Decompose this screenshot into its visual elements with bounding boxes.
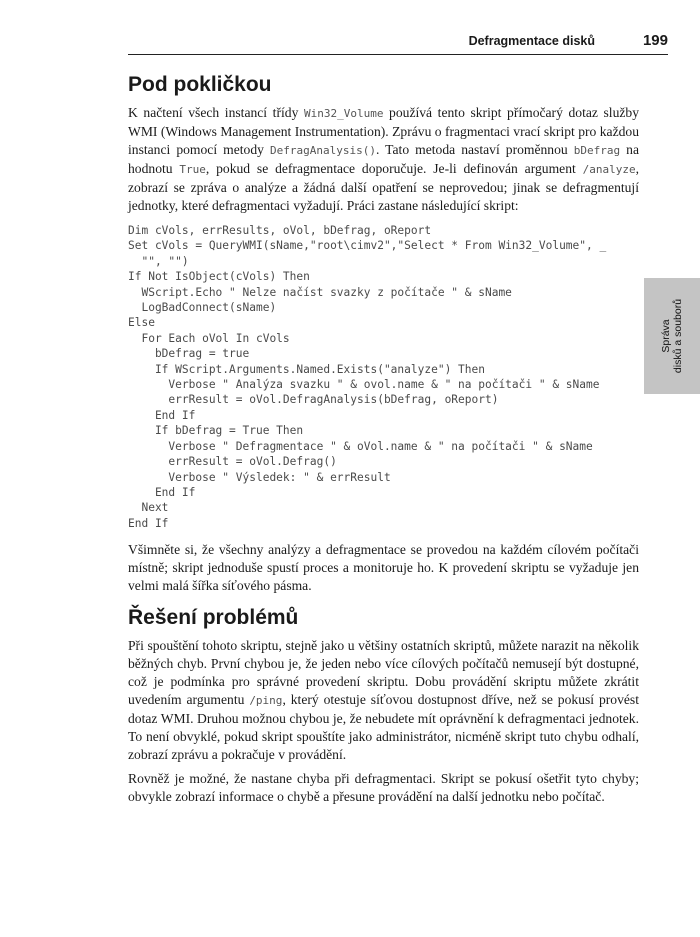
section-heading-pod-poklickou: Pod pokličkou (128, 73, 272, 96)
text-run: , který otestuje síťovou dostupnost dříve, než se pokusí provést dotaz WMI. Druhou možnou chybou je, že nebudete mít oprávnění k defragmentaci jednotek. To není obvyklé, pokud skript spouštíte jako administrátor, nicméně skript tuto chybu odhalí, zobrazí zprávu a pokračuje v provádění. (128, 692, 639, 763)
chapter-side-tab (644, 278, 700, 394)
page-number: 199 (642, 32, 668, 49)
section1-paragraph-2: Všimněte si, že všechny analýzy a defragmentace se provedou na každém cílovém počítači místně; skript jednoduše spustí proces a monitoruje ho. K provedení skriptu se vyžaduje jen velmi malá šířka síťového pásma. (128, 542, 639, 594)
inline-code-analyze: /analyze (582, 163, 636, 176)
side-tab-line-1: Správa (660, 319, 672, 353)
inline-code-defraganalysis: DefragAnalysis() (269, 144, 376, 157)
running-head (128, 30, 668, 55)
inline-code-ping: /ping (249, 694, 283, 708)
page-content (128, 70, 639, 812)
section2-paragraph-1 (128, 637, 639, 764)
text-run: používá tento skript přímočarý dotaz služby WMI (Windows Management Instrumentation). Zprávu o fragmentaci vrací skript pro každou instanci pomocí metody (128, 105, 640, 157)
chapter-side-tab-text (660, 299, 684, 373)
side-tab-line-2: disků a souborů (672, 298, 684, 374)
inline-code-bdefrag: bDefrag (573, 144, 621, 157)
section1-paragraph-1 (128, 104, 639, 215)
text-run: K načtení všech instancí třídy (128, 105, 304, 120)
running-title: Defragmentace disků (468, 34, 595, 48)
code-listing: Dim cVols, errResults, oVol, bDefrag, oReport Set cVols = QueryWMI(sName,"root\cimv2","Select * From Win32_Volume", _ "", "") If Not IsObject(cVols) Then WScript.Echo " Nelze načíst svazky z počítače " & sName LogBadConnect(sName) Else For Each oVol In cVols bDefrag = true If WScript.Arguments.Named.Exists("analyze") Then Verbose " Analýza svazku " & ovol.name & " na počítači " & sName errResult = oVol.DefragAnalysis(bDefrag, oReport) End If If bDefrag = True Then Verbose " Defragmentace " & oVol.name & " na počítači " & sName errResult = oVol.Defrag() Verbose " Výsledek: " & errResult End If Next End If (128, 224, 607, 530)
text-run: , zobrazí se zpráva o analýze a žádná další opatření se neprovedou; jinak se defragmentují jednotky, které defragmentaci vyžadují. Práci zastane následující skript: (128, 161, 639, 213)
text-run: Při spouštění tohoto skriptu, stejně jako u většiny ostatních skriptů, můžete narazit na několik běžných chyb. První chybou je, že jeden nebo více cílových počítačů nemusejí být dostupné, což je podmínka pro správné provedení skriptu. Dobu provádění skriptu můžete zkrátit uvedením argumentu (128, 638, 639, 708)
section2-paragraph-2: Rovněž je možné, že nastane chyba při defragmentaci. Skript se pokusí ošetřit tyto chyby; obvykle zobrazí informace o chybě a přesune provádění na další jednotku nebo počítač. (128, 771, 639, 805)
text-run: na hodnotu (128, 142, 639, 176)
inline-code-true: True (179, 163, 206, 176)
inline-code-win32-volume: Win32_Volume (303, 107, 384, 120)
section-heading-reseni-problemu: Řešení problémů (128, 606, 299, 630)
text-run: . Tato metoda nastaví proměnnou (375, 142, 574, 157)
text-run: , pokud se defragmentace doporučuje. Je-li definován argument (205, 161, 583, 176)
